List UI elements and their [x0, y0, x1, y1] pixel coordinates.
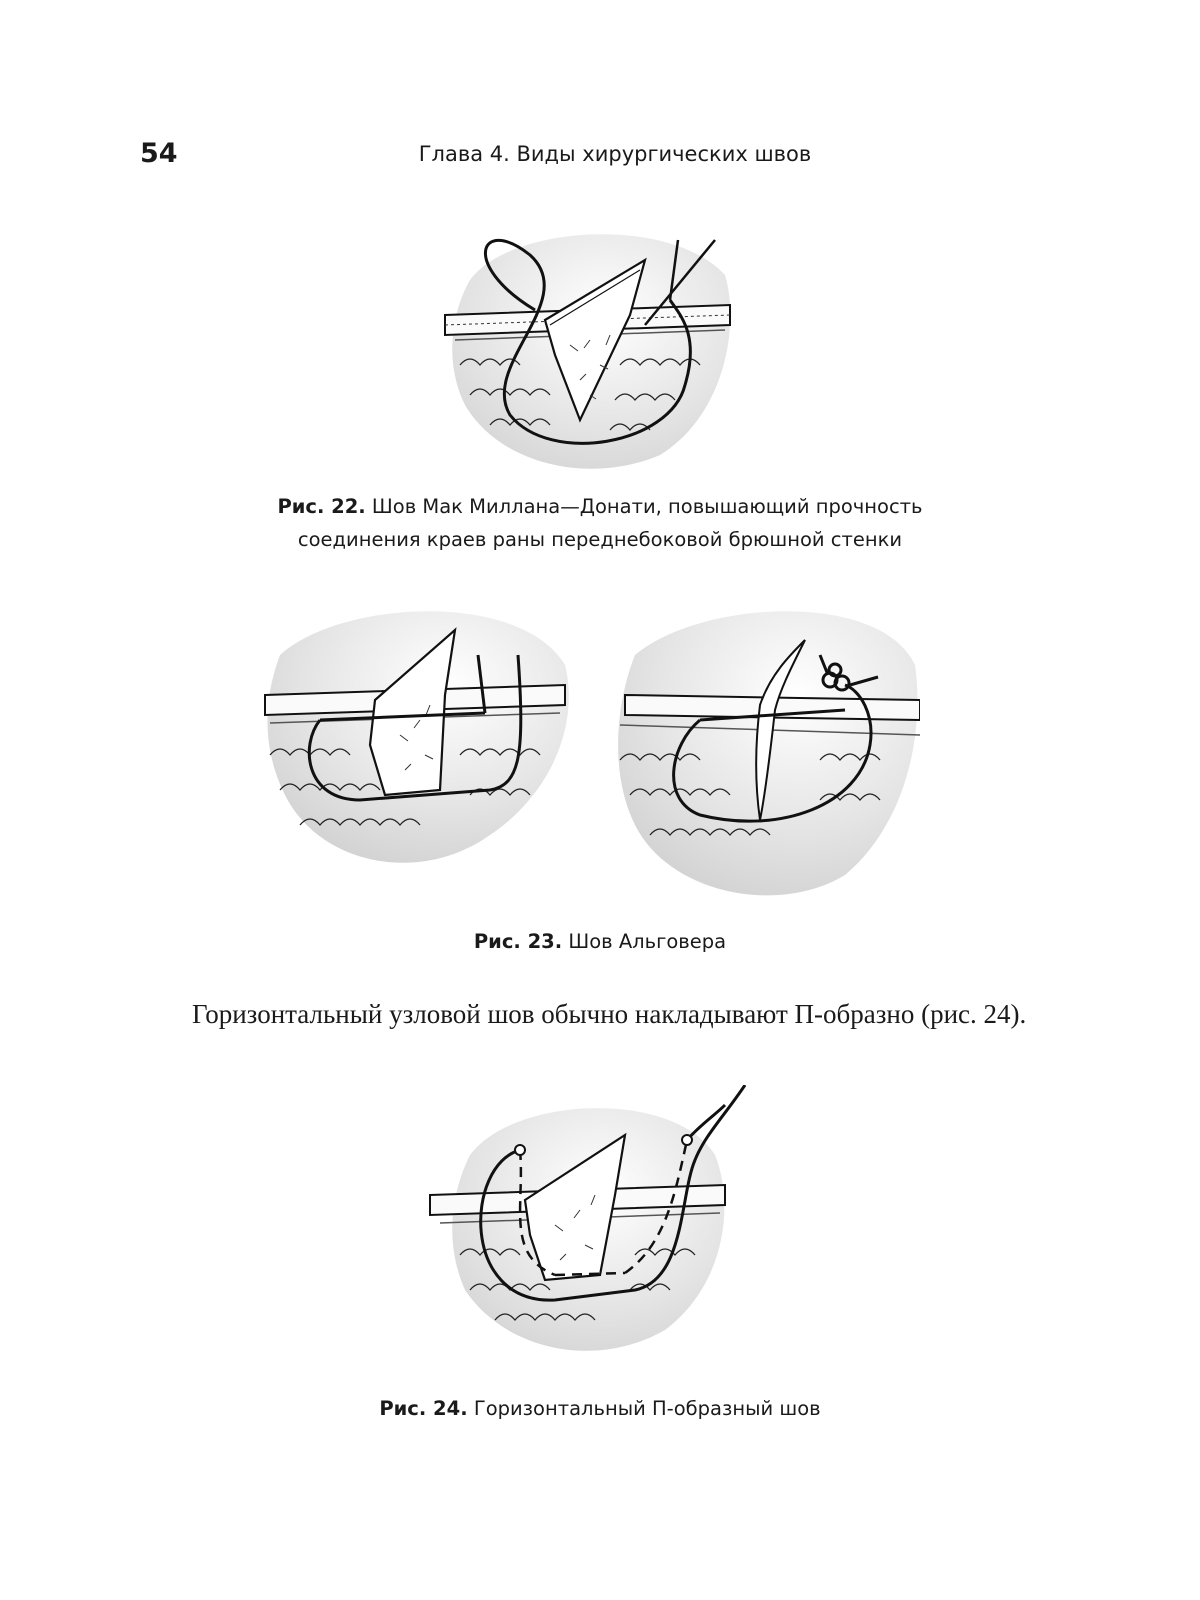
figure-22-caption-line1 — [100, 490, 1100, 523]
figure-23-caption — [100, 925, 1100, 958]
figure-24-illustration — [425, 1085, 765, 1365]
figure-22-illustration — [440, 215, 740, 477]
figure-24-label: Рис. 24. — [379, 1397, 468, 1420]
figure-23-caption-text: Шов Альговера — [568, 930, 727, 953]
figure-23-illustration — [260, 595, 920, 910]
figure-24-caption-text: Горизонтальный П-образный шов — [473, 1397, 821, 1420]
figure-22-caption-text: Шов Мак Миллана—Донати, повышающий прочность — [371, 495, 923, 518]
figure-23-label: Рис. 23. — [473, 930, 563, 953]
figure-22-label: Рис. 22. — [277, 495, 366, 518]
figure-22-caption — [100, 490, 1100, 556]
page-number: 54 — [140, 138, 178, 169]
chapter-title: Глава 4. Виды хирургических швов — [418, 142, 812, 166]
figure-22-caption-line2: соединения краев раны переднебоковой брюшной стенки — [297, 528, 903, 551]
body-paragraph: Горизонтальный узловой шов обычно накладывают П-образно (рис. 24). — [192, 999, 1027, 1029]
figure-24-caption — [100, 1392, 1100, 1425]
